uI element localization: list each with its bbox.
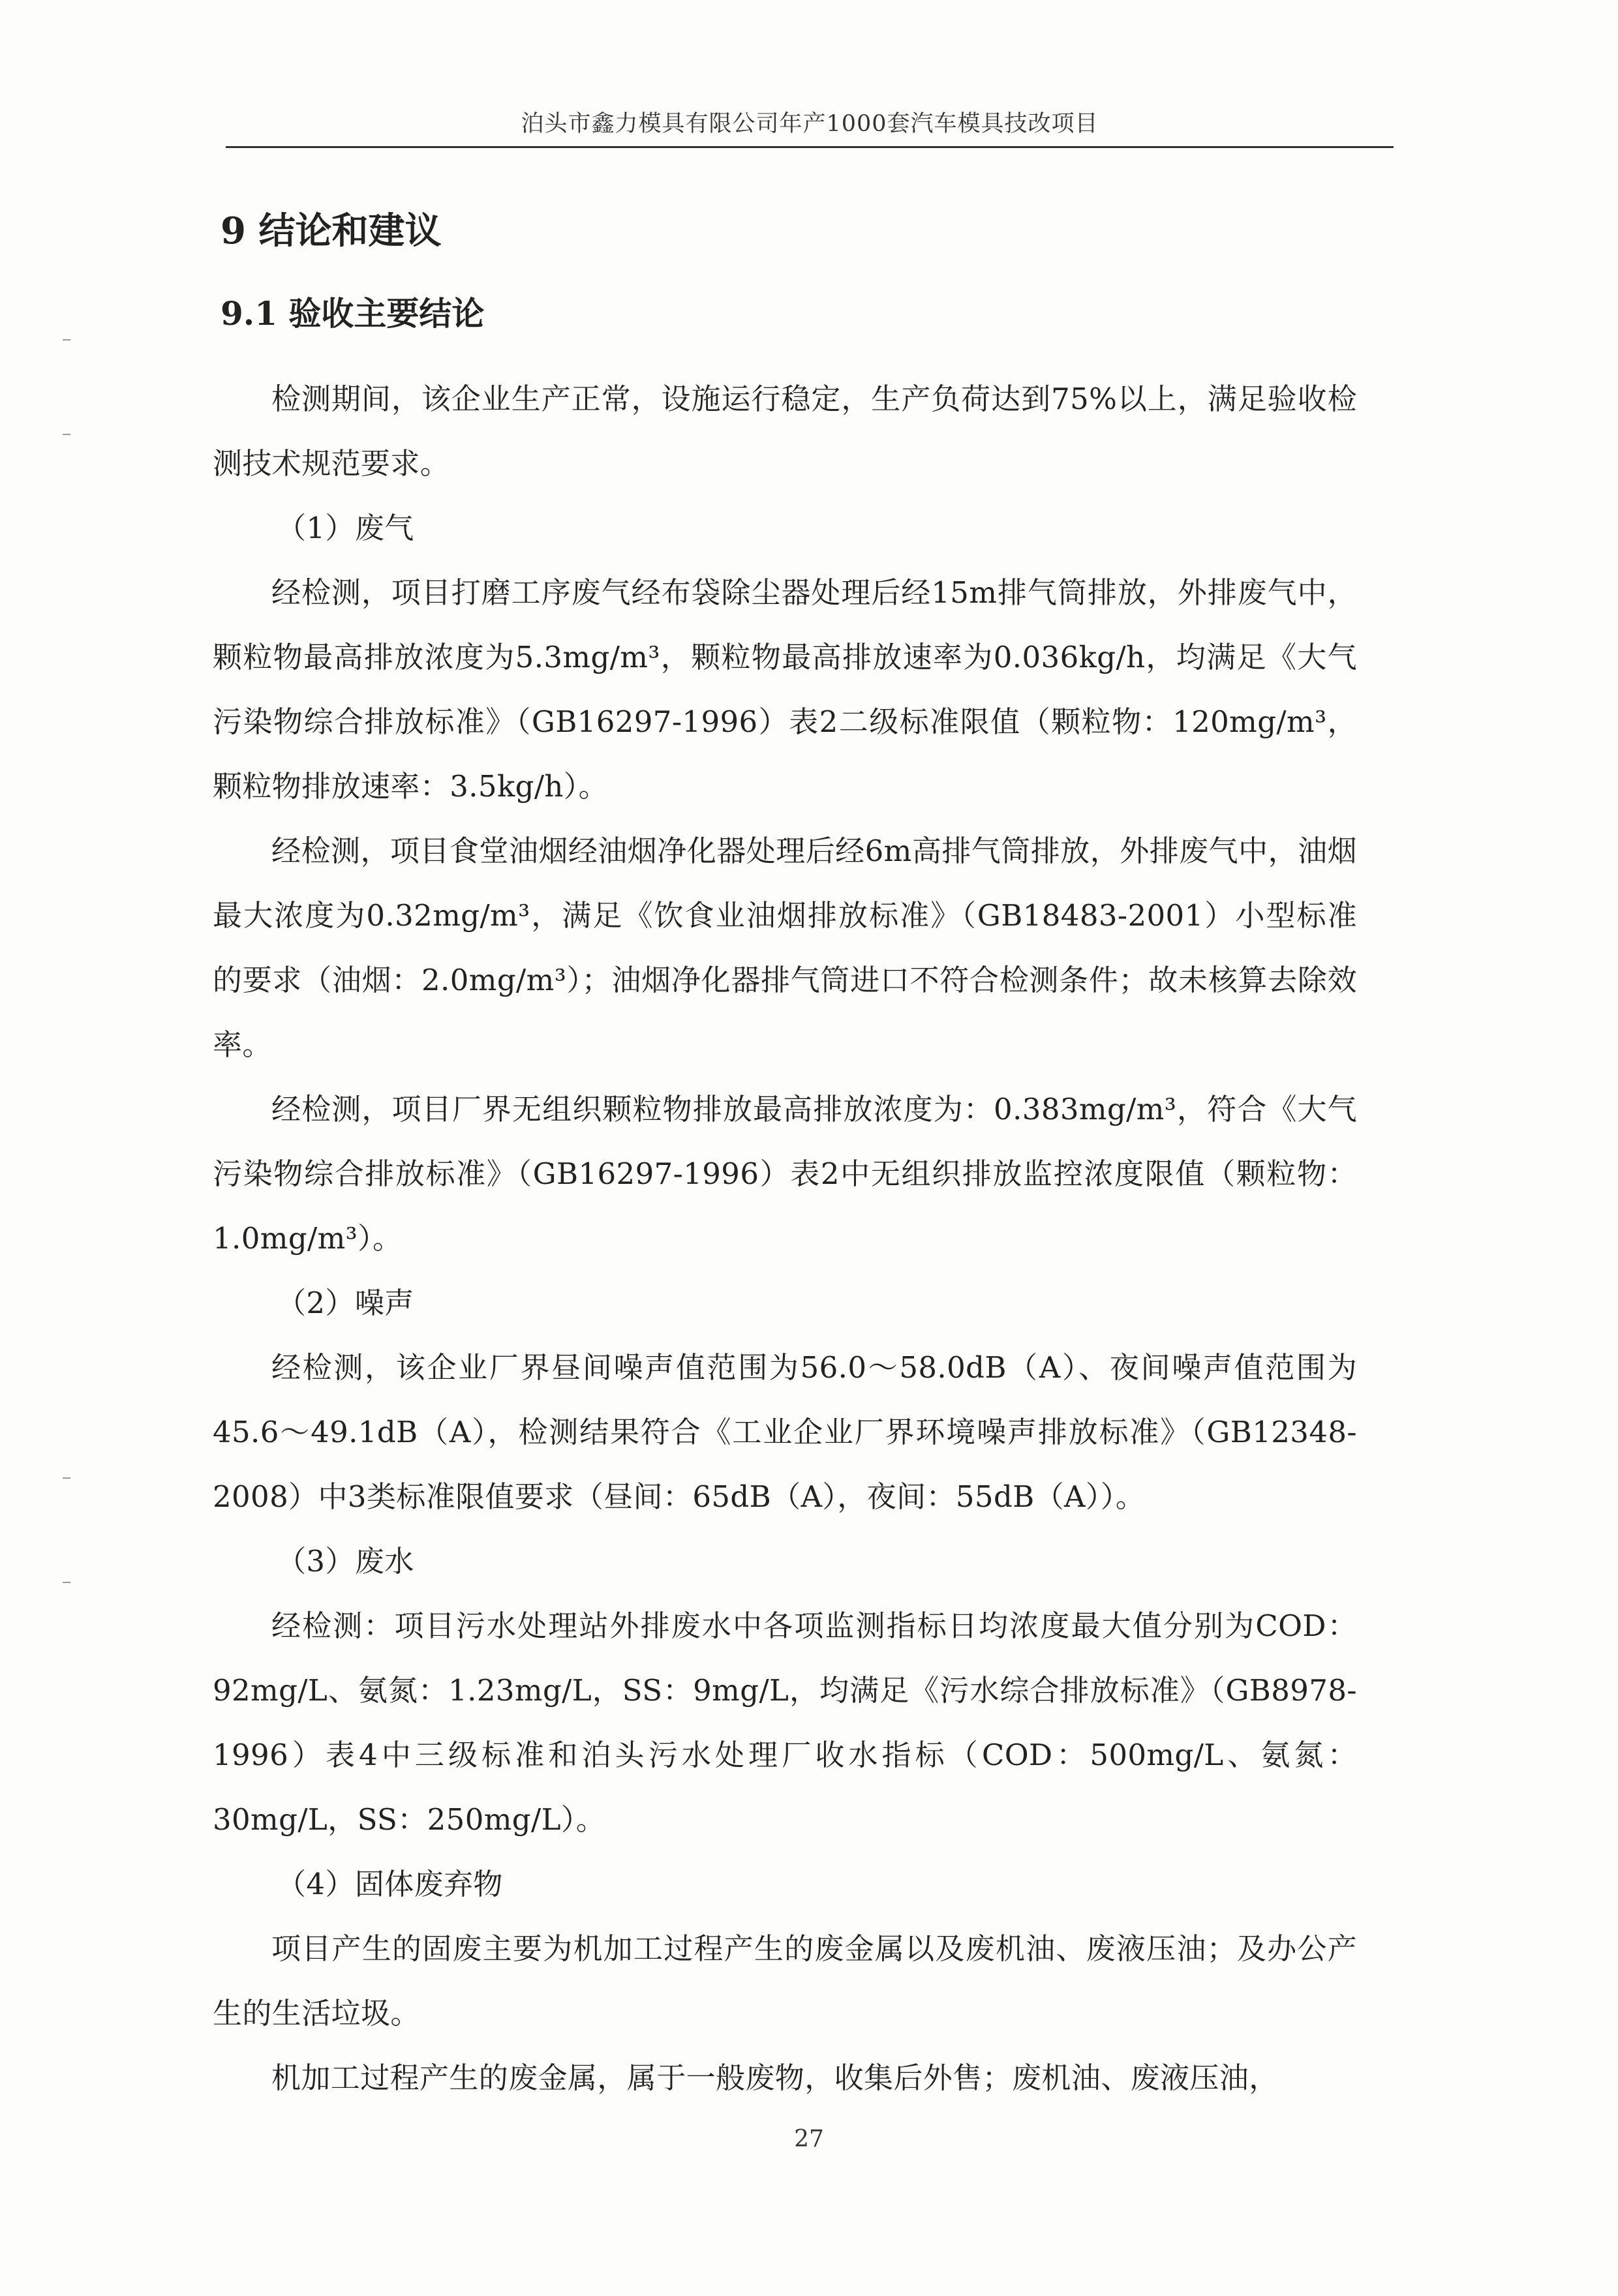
subhead-wastewater: （3）废水: [277, 1544, 414, 1578]
scan-artifact-mark: [63, 1477, 70, 1479]
scan-artifact-mark: [63, 434, 70, 435]
paragraph-fugitive-particulates: 经检测，项目厂界无组织颗粒物排放最高排放浓度为：0.383mg/m³，符合《大气污染物综合排放标准》（GB16297-1996）表2中无组织排放监控浓度限值（颗粒物：1.0mg/m³）。: [213, 1092, 1357, 1256]
subhead-solid-waste: （4）固体废弃物: [277, 1867, 503, 1901]
chapter-title: 9 结论和建议: [221, 209, 442, 252]
paragraph-wastewater-results: 经检测：项目污水处理站外排废水中各项监测指标日均浓度最大值分别为COD：92mg/L、氨氮：1.23mg/L，SS：9mg/L，均满足《污水综合排放标准》（GB8978-1996）表4中三级标准和泊头污水处理厂收水指标（COD：500mg/L、氨氮：30mg/L，SS：250mg/L）。: [213, 1609, 1357, 1837]
page-number: 27: [794, 2126, 824, 2152]
scan-artifact-mark: [63, 339, 70, 340]
subhead-waste-gas: （1）废气: [277, 511, 414, 545]
body-content: [213, 367, 1357, 2110]
paragraph-load-condition: 检测期间，该企业生产正常，设施运行稳定，生产负荷达到75%以上，满足验收检测技术规范要求。: [213, 382, 1357, 481]
paragraph-solid-waste-handling: 机加工过程产生的废金属，属于一般废物，收集后外售；废机油、废液压油，: [271, 2061, 1279, 2095]
paragraph-cooking-fumes: 经检测，项目食堂油烟经油烟净化器处理后经6m高排气筒排放，外排废气中，油烟最大浓度为0.32mg/m³，满足《饮食业油烟排放标准》（GB18483-2001）小型标准的要求（油烟：2.0mg/m³）；油烟净化器排气筒进口不符合检测条件；故未核算去除效率。: [213, 834, 1357, 1062]
subhead-noise: （2）噪声: [277, 1286, 414, 1320]
paragraph-noise-results: 经检测，该企业厂界昼间噪声值范围为56.0～58.0dB（A）、夜间噪声值范围为45.6～49.1dB（A），检测结果符合《工业企业厂界环境噪声排放标准》（GB12348-2008）中3类标准限值要求（昼间：65dB（A），夜间：55dB（A））。: [213, 1350, 1357, 1514]
running-header: 泊头市鑫力模具有限公司年产1000套汽车模具技改项目: [521, 111, 1099, 137]
scan-artifact-mark: [63, 1582, 70, 1583]
section-title: 9.1 验收主要结论: [221, 294, 485, 333]
paragraph-grinding-dust: 经检测，项目打磨工序废气经布袋除尘器处理后经15m排气筒排放，外排废气中，颗粒物最高排放浓度为5.3mg/m³，颗粒物最高排放速率为0.036kg/h，均满足《大气污染物综合排放标准》（GB16297-1996）表2二级标准限值（颗粒物：120mg/m³，颗粒物排放速率：3.5kg/h）。: [213, 575, 1357, 804]
paragraph-solid-waste-sources: 项目产生的固废主要为机加工过程产生的废金属以及废机油、废液压油；及办公产生的生活垃圾。: [213, 1931, 1357, 2031]
header-divider: [226, 146, 1394, 148]
